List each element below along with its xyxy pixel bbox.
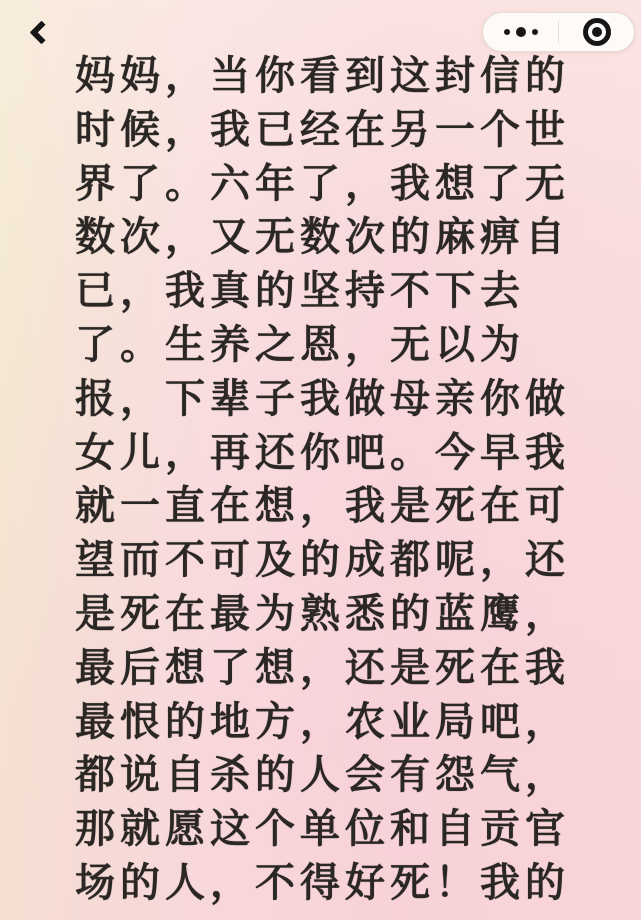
letter-line: 都说自杀的人会有怨气， bbox=[75, 751, 570, 799]
more-button[interactable] bbox=[483, 13, 558, 51]
letter-line: 报，下辈子我做母亲你做 bbox=[75, 374, 570, 422]
back-chevron-icon bbox=[29, 20, 53, 44]
letter-line: 场的人，不得好死！我的 bbox=[75, 858, 570, 906]
miniprogram-capsule bbox=[482, 12, 635, 52]
letter-line: 望而不可及的成都呢，还 bbox=[75, 536, 570, 584]
letter-line: 最后想了想，还是死在我 bbox=[75, 643, 570, 691]
letter-line: 了。生养之恩，无以为 bbox=[75, 320, 525, 368]
letter-line: 女儿，再还你吧。今早我 bbox=[75, 428, 570, 476]
letter-line: 妈妈，当你看到这封信的 bbox=[75, 52, 570, 99]
letter-line: 已，我真的坚持不下去 bbox=[75, 267, 525, 315]
letter-line: 时候，我已经在另一个世 bbox=[75, 105, 570, 153]
letter-line: 界了。六年了，我想了无 bbox=[75, 159, 570, 207]
target-exit-icon bbox=[583, 18, 611, 46]
letter-body bbox=[75, 49, 621, 910]
letter-line: 是死在最为熟悉的蓝鹰， bbox=[75, 589, 570, 637]
letter-line: 最恨的地方，农业局吧， bbox=[75, 697, 570, 745]
back-button[interactable] bbox=[16, 10, 60, 54]
letter-line: 就一直在想，我是死在可 bbox=[75, 482, 570, 530]
navbar bbox=[0, 0, 641, 62]
exit-button[interactable] bbox=[559, 13, 634, 51]
letter-line: 那就愿这个单位和自贡官 bbox=[75, 805, 570, 853]
more-dots-icon bbox=[504, 27, 538, 37]
letter-line: 数次，又无数次的麻痹自 bbox=[75, 213, 570, 261]
